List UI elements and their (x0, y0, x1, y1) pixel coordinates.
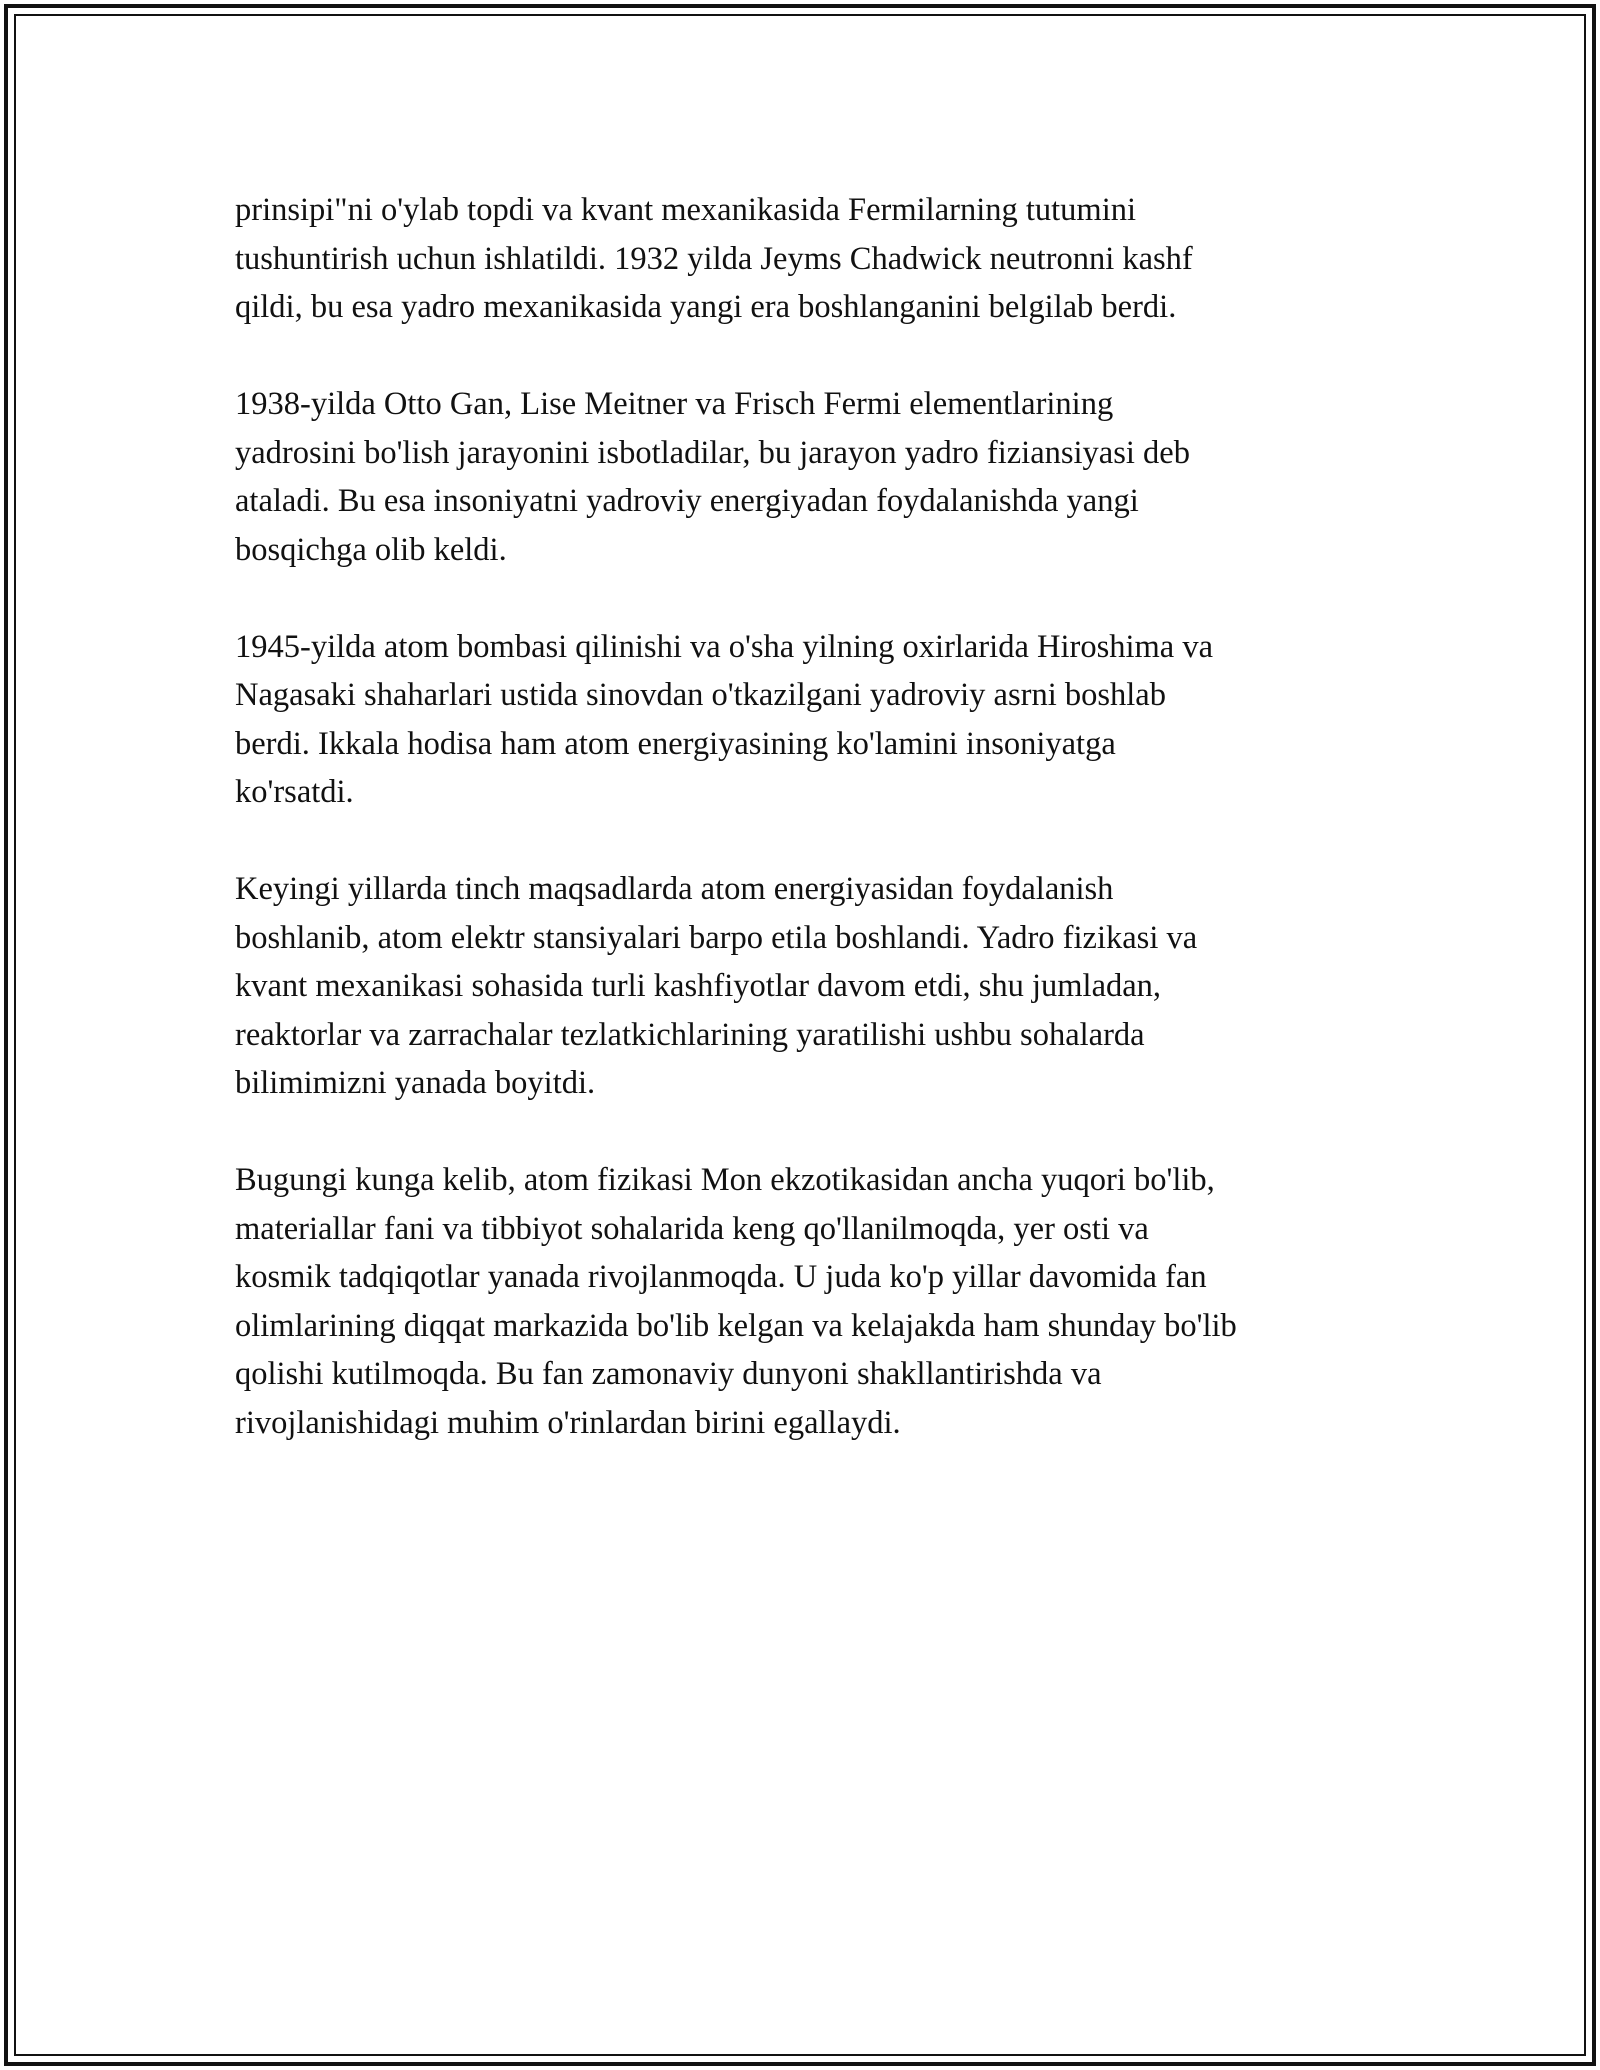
paragraph-4 (235, 865, 1385, 1108)
text-line: olimlarining diqqat markazida bo'lib kelgan va kelajakda ham shunday bo'lib (235, 1307, 1237, 1344)
paragraph-2 (235, 380, 1385, 574)
text-line: Nagasaki shaharlari ustida sinovdan o'tkazilgani yadroviy asrni boshlab (235, 677, 1166, 713)
text-line: prinsipi"ni o'ylab topdi va kvant mexanikasida Fermilarning tutumini (235, 192, 1137, 228)
text-line: ataladi. Bu esa insoniyatni yadroviy energiyadan foydalanishda yangi (235, 483, 1139, 519)
text-line: bilimimizni yanada boyitdi. (235, 1065, 596, 1101)
text-line: rivojlanishidagi muhim o'rinlardan birini egallaydi. (235, 1404, 901, 1441)
text-line: Bugungi kunga kelib, atom fizikasi Mon ekzotikasidan ancha yuqori bo'lib, (235, 1162, 1215, 1198)
text-line: ko'rsatdi. (235, 774, 354, 810)
text-line: bosqichga olib keldi. (235, 531, 507, 568)
text-line: yadrosini bo'lish jarayonini isbotladilar, bu jarayon yadro fiziansiyasi deb (235, 434, 1190, 471)
text-line: Keyingi yillarda tinch maqsadlarda atom energiyasidan foydalanish (235, 871, 1114, 907)
paragraph-1 (235, 186, 1385, 332)
text-line: kosmik tadqiqotlar yanada rivojlanmoqda. U juda ko'p yillar davomida fan (235, 1259, 1207, 1295)
text-line: 1938-yilda Otto Gan, Lise Meitner va Frisch Fermi elementlarining (235, 386, 1114, 422)
text-line: boshlanib, atom elektr stansiyalari barpo etila boshlandi. Yadro fizikasi va (235, 919, 1198, 956)
paragraph-5 (235, 1156, 1385, 1447)
text-line: kvant mexanikasi sohasida turli kashfiyotlar davom etdi, shu jumladan, (235, 968, 1162, 1004)
text-line: 1945-yilda atom bombasi qilinishi va o'sha yilning oxirlarida Hiroshima va (235, 628, 1213, 665)
text-line: materiallar fani va tibbiyot sohalarida keng qo'llanilmoqda, yer osti va (235, 1210, 1149, 1247)
text-line: berdi. Ikkala hodisa ham atom energiyasining ko'lamini insoniyatga (235, 725, 1116, 762)
text-line: tushuntirish uchun ishlatildi. 1932 yilda Jeyms Chadwick neutronni kashf (235, 240, 1193, 277)
text-line: reaktorlar va zarrachalar tezlatkichlarining yaratilishi ushbu sohalarda (235, 1016, 1145, 1053)
paragraph-3 (235, 623, 1385, 817)
text-line: qildi, bu esa yadro mexanikasida yangi era boshlanganini belgilab berdi. (235, 289, 1177, 325)
text-line: qolishi kutilmoqda. Bu fan zamonaviy dunyoni shakllantirishda va (235, 1356, 1102, 1392)
document-body (235, 186, 1385, 1496)
